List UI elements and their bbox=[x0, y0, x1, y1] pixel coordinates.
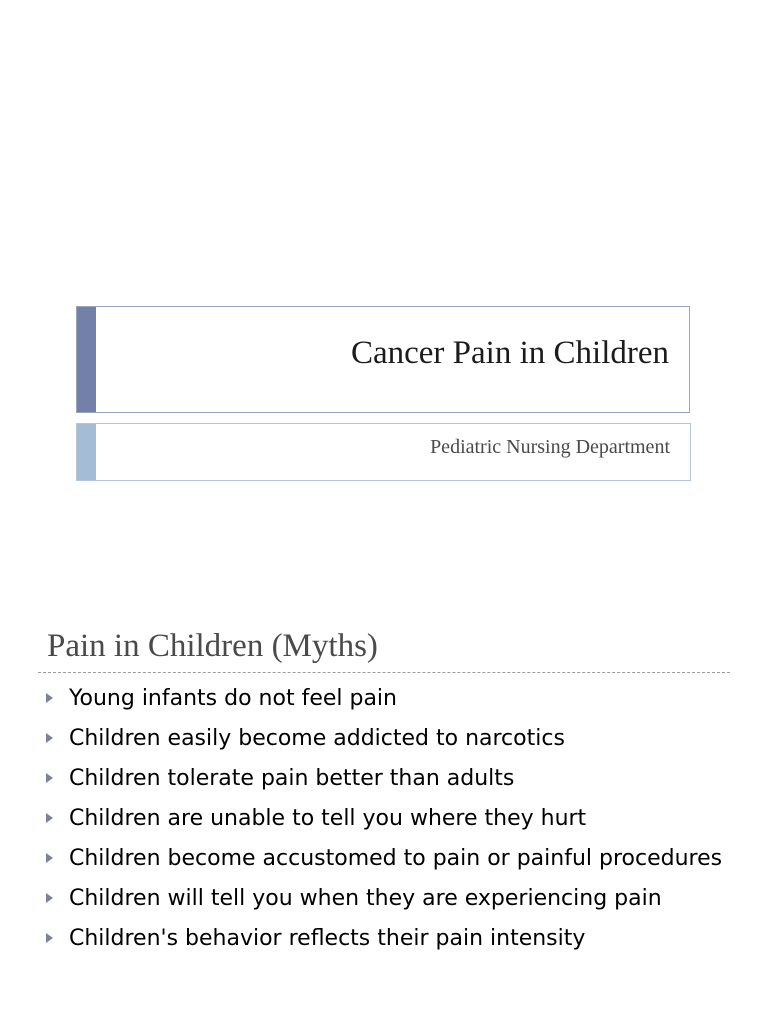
slide-heading: Pain in Children (Myths) bbox=[47, 628, 378, 664]
bullet-item bbox=[44, 842, 734, 875]
title-box bbox=[76, 306, 690, 413]
bullet-item bbox=[44, 722, 734, 755]
bullet-item bbox=[44, 882, 734, 915]
triangle-bullet-icon bbox=[46, 893, 53, 903]
bullet-item bbox=[44, 922, 734, 955]
triangle-bullet-icon bbox=[46, 813, 53, 823]
triangle-bullet-icon bbox=[46, 773, 53, 783]
content-slide bbox=[0, 576, 768, 1024]
bullet-text: Children easily become addicted to narcotics bbox=[69, 726, 565, 751]
heading-divider bbox=[38, 672, 730, 673]
subtitle-box bbox=[76, 423, 691, 481]
bullet-text: Children become accustomed to pain or painful procedures bbox=[69, 846, 723, 871]
triangle-bullet-icon bbox=[46, 933, 53, 943]
slide-subtitle: Pediatric Nursing Department bbox=[430, 436, 670, 458]
bullet-text: Children's behavior reflects their pain intensity bbox=[69, 926, 586, 951]
subtitle-accent-bar bbox=[77, 424, 96, 480]
triangle-bullet-icon bbox=[46, 733, 53, 743]
triangle-bullet-icon bbox=[46, 693, 53, 703]
title-accent-bar bbox=[77, 307, 96, 412]
bullet-text: Children will tell you when they are experiencing pain bbox=[69, 886, 662, 911]
bullet-text: Children are unable to tell you where they hurt bbox=[69, 806, 587, 831]
bullet-text: Young infants do not feel pain bbox=[69, 686, 397, 711]
bullet-item bbox=[44, 682, 734, 715]
bullet-list bbox=[44, 682, 734, 962]
bullet-item bbox=[44, 762, 734, 795]
triangle-bullet-icon bbox=[46, 853, 53, 863]
slide-title: Cancer Pain in Children bbox=[350, 335, 669, 371]
bullet-text: Children tolerate pain better than adults bbox=[69, 766, 515, 791]
bullet-item bbox=[44, 802, 734, 835]
